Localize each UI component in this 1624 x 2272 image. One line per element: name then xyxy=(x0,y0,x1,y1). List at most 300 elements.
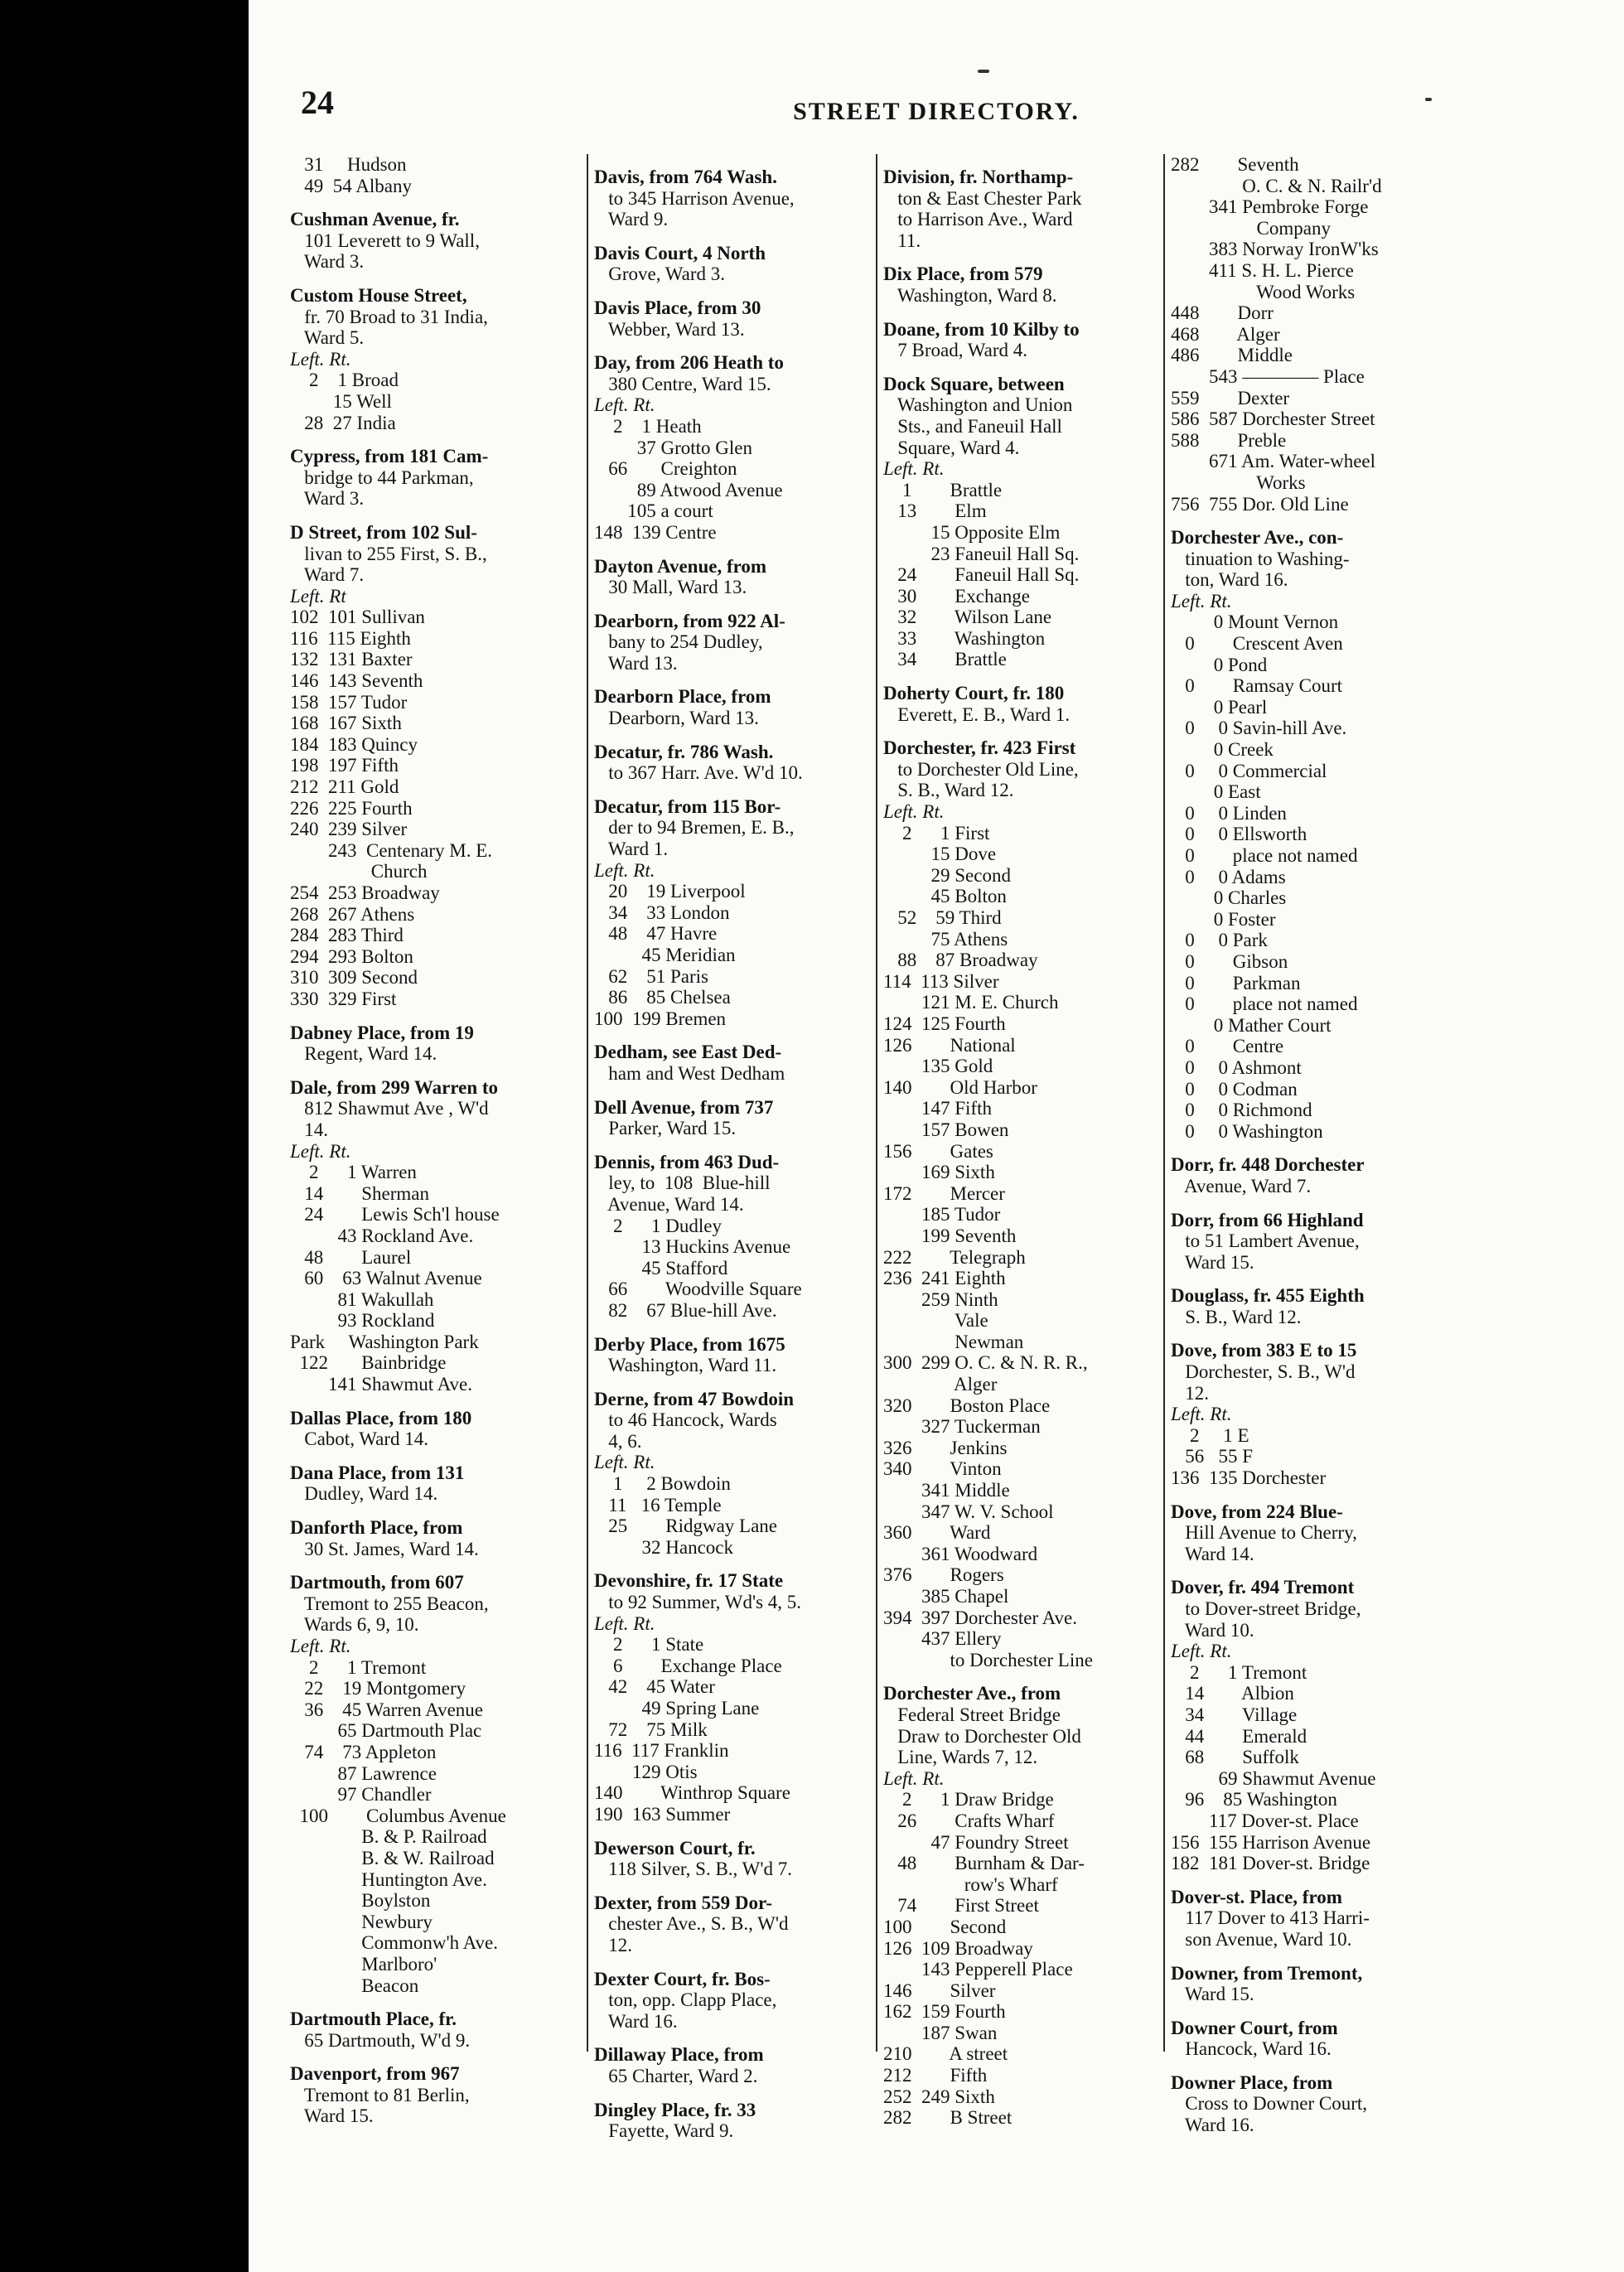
directory-line: 156 155 Harrison Avenue xyxy=(1171,1831,1371,1853)
left-right-label: Left. Rt. xyxy=(1171,590,1232,612)
street-entry-heading: Dennis, from 463 Dud- xyxy=(594,1151,780,1172)
street-entry-heading: Doane, from 10 Kilby to xyxy=(883,318,1080,340)
directory-line: 48 Laurel xyxy=(290,1246,412,1268)
directory-line: 0 0 Linden xyxy=(1171,802,1287,824)
directory-line: 68 Suffolk xyxy=(1171,1747,1299,1768)
directory-line: 13 Elm xyxy=(883,500,987,522)
directory-line: Ward 1. xyxy=(594,839,669,860)
directory-line: 360 Ward xyxy=(883,1522,991,1544)
directory-line: 143 Pepperell Place xyxy=(883,1959,1073,1980)
directory-line: Ward 3. xyxy=(290,488,365,510)
directory-line: Wards 6, 9, 10. xyxy=(290,1614,419,1636)
directory-line: 25 Ridgway Lane xyxy=(594,1515,778,1537)
directory-line: 15 Dove xyxy=(883,844,997,865)
directory-line: Ward 16. xyxy=(1171,2115,1254,2136)
directory-line: 326 Jenkins xyxy=(883,1437,1008,1458)
directory-line: Marlboro' xyxy=(290,1953,437,1975)
directory-line: 114 113 Silver xyxy=(883,970,999,992)
directory-line: 486 Middle xyxy=(1171,345,1293,366)
directory-line: Webber, Ward 13. xyxy=(594,318,745,340)
directory-line: Draw to Dorchester Old xyxy=(883,1725,1081,1747)
directory-line: 157 Bowen xyxy=(883,1119,1009,1140)
directory-line: 101 Leverett to 9 Wall, xyxy=(290,230,480,251)
directory-line: chester Ave., S. B., W'd xyxy=(594,1913,789,1935)
directory-line: 411 S. H. L. Pierce xyxy=(1171,259,1354,281)
directory-line: 0 place not named xyxy=(1171,993,1358,1015)
directory-line: 147 Fifth xyxy=(883,1098,992,1119)
directory-line: Grove, Ward 3. xyxy=(594,263,726,285)
directory-line: son Avenue, Ward 10. xyxy=(1171,1928,1352,1950)
street-entry-heading: Danforth Place, from xyxy=(290,1517,463,1539)
street-entry-heading: Downer, from Tremont, xyxy=(1171,1962,1363,1984)
directory-line: 320 Boston Place xyxy=(883,1395,1051,1416)
directory-line: 65 Dartmouth, W'd 9. xyxy=(290,2029,471,2051)
page-title: STREET DIRECTORY. xyxy=(793,98,1080,125)
directory-line: Wood Works xyxy=(1171,281,1356,302)
directory-line: 0 Pearl xyxy=(1171,696,1268,718)
directory-line: Dearborn, Ward 13. xyxy=(594,708,759,729)
directory-line: 135 Gold xyxy=(883,1056,993,1077)
left-right-label: Left. Rt. xyxy=(883,801,945,823)
directory-line: 62 51 Paris xyxy=(594,965,708,987)
directory-line: 259 Ninth xyxy=(883,1288,998,1310)
directory-line: 30 St. James, Ward 14. xyxy=(290,1538,479,1559)
directory-line: 100 199 Bremen xyxy=(594,1008,727,1029)
directory-line: 97 Chandler xyxy=(290,1784,432,1806)
directory-line: 2 1 E xyxy=(1171,1424,1249,1446)
ink-speck xyxy=(1425,98,1432,101)
directory-line: Hancock, Ward 16. xyxy=(1171,2038,1332,2060)
directory-line: 72 75 Milk xyxy=(594,1719,708,1740)
directory-line: 34 Village xyxy=(1171,1704,1298,1725)
directory-line: 394 397 Dorchester Ave. xyxy=(883,1607,1077,1628)
directory-line: 588 Preble xyxy=(1171,429,1287,451)
directory-line: 12. xyxy=(594,1934,632,1955)
directory-line: 0 Mount Vernon xyxy=(1171,612,1339,633)
directory-line: 45 Meridian xyxy=(594,945,736,965)
directory-line: Ward 7. xyxy=(290,564,365,586)
directory-line: 385 Chapel xyxy=(883,1586,1009,1607)
directory-line: 184 183 Quincy xyxy=(290,733,418,755)
directory-line: 7 Broad, Ward 4. xyxy=(883,340,1028,361)
street-entry-heading: Dedham, see East Ded- xyxy=(594,1042,782,1063)
street-entry-heading: Custom House Street, xyxy=(290,284,467,306)
left-right-label: Left. Rt. xyxy=(290,1636,351,1656)
directory-line: ley, to 108 Blue-hill xyxy=(594,1172,771,1194)
street-entry-heading: Downer Court, from xyxy=(1171,2017,1338,2038)
directory-line: 586 587 Dorchester Street xyxy=(1171,408,1375,430)
street-entry-heading: Dana Place, from 131 xyxy=(290,1462,465,1483)
street-entry-heading: Division, fr. Northamp- xyxy=(883,167,1074,187)
directory-line: 2 1 Draw Bridge xyxy=(883,1789,1054,1810)
directory-line: 37 Grotto Glen xyxy=(594,437,753,458)
directory-line: Cross to Downer Court, xyxy=(1171,2093,1368,2115)
directory-line: der to 94 Bremen, E. B., xyxy=(594,817,795,839)
directory-line: 23 Faneuil Hall Sq. xyxy=(883,543,1080,564)
street-entry-heading: Day, from 206 Heath to xyxy=(594,352,784,374)
directory-line: 32 Wilson Lane xyxy=(883,607,1052,628)
directory-line: 198 197 Fifth xyxy=(290,755,399,776)
directory-line: ton & East Chester Park xyxy=(883,187,1082,209)
street-entry-heading: Dewerson Court, fr. xyxy=(594,1837,756,1859)
directory-line: 0 0 Codman xyxy=(1171,1078,1298,1100)
directory-line: 129 Otis xyxy=(594,1761,698,1782)
directory-line: 146 Silver xyxy=(883,1980,996,2001)
left-right-label: Left. Rt. xyxy=(594,394,655,416)
directory-line: 236 241 Eighth xyxy=(883,1268,1006,1289)
directory-line: 240 239 Silver xyxy=(290,819,408,840)
directory-line: 1 2 Bowdoin xyxy=(594,1473,731,1495)
street-entry-heading: Davenport, from 967 xyxy=(290,2063,460,2085)
directory-line: 0 Centre xyxy=(1171,1036,1284,1057)
directory-line: 252 249 Sixth xyxy=(883,2086,995,2107)
directory-line: Federal Street Bridge xyxy=(883,1704,1061,1725)
directory-line: Cabot, Ward 14. xyxy=(290,1428,429,1450)
directory-line: 284 283 Third xyxy=(290,925,404,946)
directory-line: 34 33 London xyxy=(594,902,730,923)
directory-line: Hill Avenue to Cherry, xyxy=(1171,1522,1357,1544)
directory-line: 156 Gates xyxy=(883,1140,993,1162)
directory-line: 2 1 Tremont xyxy=(290,1656,427,1678)
directory-line: 468 Alger xyxy=(1171,323,1280,345)
directory-line: 212 Fifth xyxy=(883,2065,988,2086)
directory-line: 88 87 Broadway xyxy=(883,950,1038,971)
street-entry-heading: Dillaway Place, from xyxy=(594,2044,764,2066)
directory-line: B. & W. Railroad xyxy=(290,1847,495,1868)
street-entry-heading: Davis Place, from 30 xyxy=(594,297,761,318)
directory-line: 437 Ellery xyxy=(883,1628,1002,1650)
directory-line: 341 Middle xyxy=(883,1480,1010,1501)
directory-line: 86 85 Chelsea xyxy=(594,987,731,1008)
directory-line: Church xyxy=(290,861,428,882)
street-entry-heading: Dale, from 299 Warren to xyxy=(290,1076,499,1098)
directory-line: 168 167 Sixth xyxy=(290,713,402,734)
street-entry-heading: Dartmouth, from 607 xyxy=(290,1572,464,1593)
directory-line: 0 Mather Court xyxy=(1171,1014,1332,1036)
directory-line: 45 Stafford xyxy=(594,1257,728,1279)
directory-line: 376 Rogers xyxy=(883,1564,1004,1586)
directory-line: 2 1 Broad xyxy=(290,370,399,391)
directory-line: 559 Dexter xyxy=(1171,387,1290,408)
directory-line: 56 55 F xyxy=(1171,1446,1254,1467)
directory-line: 100 Columbus Avenue xyxy=(290,1805,506,1826)
column-divider xyxy=(587,154,588,2052)
directory-line: 380 Centre, Ward 15. xyxy=(594,373,771,394)
directory-line: 2 1 State xyxy=(594,1634,704,1656)
directory-line: Ward 9. xyxy=(594,209,669,230)
directory-line: Avenue, Ward 14. xyxy=(594,1193,744,1215)
directory-line: 117 Dover to 413 Harri- xyxy=(1171,1907,1370,1929)
directory-line: 0 0 Washington xyxy=(1171,1120,1323,1142)
directory-line: Beacon xyxy=(290,1975,419,1996)
directory-line: O. C. & N. Railr'd xyxy=(1171,175,1382,196)
directory-line: 31 Hudson xyxy=(290,154,407,175)
directory-line: 15 Well xyxy=(290,390,392,412)
directory-line: 310 309 Second xyxy=(290,967,418,989)
directory-line: Everett, E. B., Ward 1. xyxy=(883,703,1071,725)
directory-line: to Harrison Ave., Ward xyxy=(883,209,1073,230)
directory-line: Newman xyxy=(883,1331,1024,1352)
directory-line: 0 0 Ashmont xyxy=(1171,1056,1302,1078)
directory-line: 1 Brattle xyxy=(883,479,1003,500)
directory-line: 0 0 Savin-hill Ave. xyxy=(1171,718,1347,739)
directory-line: Vale xyxy=(883,1310,988,1332)
directory-line: Ward 15. xyxy=(1171,1984,1254,2005)
directory-line: 89 Atwood Avenue xyxy=(594,479,783,500)
directory-line: 347 W. V. School xyxy=(883,1501,1054,1522)
directory-line: Washington, Ward 11. xyxy=(594,1355,777,1376)
left-right-label: Left. Rt. xyxy=(290,348,351,370)
directory-line: to Dorchester Old Line, xyxy=(883,758,1079,780)
directory-line: 65 Charter, Ward 2. xyxy=(594,2065,758,2086)
directory-line: 82 67 Blue-hill Ave. xyxy=(594,1299,777,1321)
left-right-label: Left. Rt xyxy=(290,585,346,607)
left-right-label: Left. Rt. xyxy=(883,458,945,480)
street-entry-heading: Dorchester Ave., from xyxy=(883,1683,1061,1704)
directory-line: 126 109 Broadway xyxy=(883,1937,1033,1959)
directory-column-4 xyxy=(1171,154,1461,2259)
directory-line: 294 293 Bolton xyxy=(290,945,413,967)
directory-line: 543 ———— Place xyxy=(1171,365,1365,387)
street-entry-heading: Dallas Place, from 180 xyxy=(290,1407,472,1428)
directory-line: 93 Rockland xyxy=(290,1310,435,1332)
directory-line: 383 Norway IronW'ks xyxy=(1171,239,1379,260)
directory-line: fr. 70 Broad to 31 India, xyxy=(290,306,488,327)
directory-line: 116 115 Eighth xyxy=(290,627,411,649)
directory-line: 243 Centenary M. E. xyxy=(290,839,493,861)
street-entry-heading: Decatur, fr. 786 Wash. xyxy=(594,741,774,762)
directory-line: Dudley, Ward 14. xyxy=(290,1483,438,1505)
directory-line: 0 Foster xyxy=(1171,908,1276,930)
directory-line: Ward 14. xyxy=(1171,1543,1254,1564)
directory-line: 146 143 Seventh xyxy=(290,670,423,692)
directory-line: to 46 Hancock, Wards xyxy=(594,1409,777,1431)
street-entry-heading: Dock Square, between xyxy=(883,373,1065,394)
directory-line: Ward 15. xyxy=(1171,1251,1254,1273)
directory-line: Ward 16. xyxy=(594,2010,678,2032)
directory-line: 49 Spring Lane xyxy=(594,1698,760,1719)
directory-line: 105 a court xyxy=(594,500,713,522)
directory-line: 136 135 Dorchester xyxy=(1171,1467,1327,1489)
directory-line: ton, Ward 16. xyxy=(1171,569,1288,591)
directory-line: 26 Crafts Wharf xyxy=(883,1810,1055,1831)
directory-line: 30 Mall, Ward 13. xyxy=(594,577,747,598)
directory-line: 756 755 Dor. Old Line xyxy=(1171,493,1349,515)
directory-line: Ward 10. xyxy=(1171,1619,1254,1641)
street-entry-heading: D Street, from 102 Sul- xyxy=(290,521,477,543)
street-entry-heading: Dorr, fr. 448 Dorchester xyxy=(1171,1154,1365,1176)
street-entry-heading: Dove, from 224 Blue- xyxy=(1171,1501,1343,1522)
directory-line: Boylston xyxy=(290,1890,431,1912)
street-entry-heading: Derne, from 47 Bowdoin xyxy=(594,1388,795,1409)
directory-line: 330 329 First xyxy=(290,988,397,1009)
directory-line: S. B., Ward 12. xyxy=(1171,1306,1302,1327)
directory-line: Tremont to 255 Beacon, xyxy=(290,1593,489,1614)
directory-line: 20 19 Liverpool xyxy=(594,881,746,902)
street-entry-heading: Dix Place, from 579 xyxy=(883,263,1043,285)
directory-line: to 92 Summer, Wd's 4, 5. xyxy=(594,1592,802,1613)
directory-line: 341 Pembroke Forge xyxy=(1171,196,1369,218)
directory-line: ton, opp. Clapp Place, xyxy=(594,1989,777,2011)
directory-line: 222 Telegraph xyxy=(883,1246,1026,1268)
directory-line: 74 First Street xyxy=(883,1895,1039,1917)
directory-line: 0 Charles xyxy=(1171,887,1287,909)
directory-line: 0 place not named xyxy=(1171,845,1358,866)
directory-line: 30 Exchange xyxy=(883,585,1030,607)
directory-line: 2 1 Warren xyxy=(290,1162,417,1183)
directory-line: 24 Faneuil Hall Sq. xyxy=(883,564,1080,586)
directory-line: 212 211 Gold xyxy=(290,776,399,798)
street-entry-heading: Dorr, from 66 Highland xyxy=(1171,1209,1364,1230)
directory-line: 122 Bainbridge xyxy=(290,1352,447,1374)
directory-line: 66 Creighton xyxy=(594,458,737,480)
directory-line: 43 Rockland Ave. xyxy=(290,1225,474,1246)
directory-line: Washington and Union xyxy=(883,394,1073,416)
directory-line: 14 Albion xyxy=(1171,1683,1294,1704)
directory-line: 65 Dartmouth Plac xyxy=(290,1720,482,1742)
directory-line: 0 0 Park xyxy=(1171,930,1268,951)
directory-line: 0 0 Richmond xyxy=(1171,1100,1312,1121)
street-entry-heading: Dabney Place, from 19 xyxy=(290,1022,474,1043)
directory-line: 28 27 India xyxy=(290,412,396,433)
directory-line: 34 Brattle xyxy=(883,649,1007,670)
directory-line: Newbury xyxy=(290,1911,433,1932)
directory-column-3 xyxy=(883,154,1173,2259)
directory-line: 226 225 Fourth xyxy=(290,797,413,819)
directory-line: Alger xyxy=(883,1374,998,1395)
directory-line: bany to 254 Dudley, xyxy=(594,631,763,653)
directory-line: 361 Woodward xyxy=(883,1543,1038,1564)
directory-line: to 51 Lambert Avenue, xyxy=(1171,1230,1360,1252)
directory-line: 66 Woodville Square xyxy=(594,1279,802,1300)
directory-line: 2 1 First xyxy=(883,822,990,844)
directory-line: 190 163 Summer xyxy=(594,1803,731,1825)
directory-line: 172 Mercer xyxy=(883,1182,1005,1204)
directory-line: 0 0 Adams xyxy=(1171,866,1286,887)
directory-line: 0 Pond xyxy=(1171,654,1268,675)
street-entry-heading: Dorchester Ave., con- xyxy=(1171,527,1344,549)
directory-line: Regent, Ward 14. xyxy=(290,1043,437,1065)
directory-line: 96 85 Washington xyxy=(1171,1789,1337,1810)
directory-line: 22 19 Montgomery xyxy=(290,1678,466,1699)
directory-line: 300 299 O. C. & N. R. R., xyxy=(883,1352,1088,1374)
directory-column-2 xyxy=(594,154,884,2259)
street-entry-heading: Davis, from 764 Wash. xyxy=(594,167,777,187)
street-entry-heading: Dearborn Place, from xyxy=(594,686,771,708)
directory-line: 140 Old Harbor xyxy=(883,1076,1037,1098)
directory-line: row's Wharf xyxy=(883,1873,1058,1895)
directory-line: 102 101 Sullivan xyxy=(290,607,425,628)
directory-line: 671 Am. Water-wheel xyxy=(1171,451,1376,472)
directory-line: 0 Creek xyxy=(1171,739,1274,761)
directory-line: 100 Second xyxy=(883,1916,1007,1937)
directory-column-1 xyxy=(290,154,580,2259)
directory-line: 0 Crescent Aven xyxy=(1171,633,1343,655)
directory-line: livan to 255 First, S. B., xyxy=(290,543,487,564)
directory-line: 32 Hancock xyxy=(594,1536,733,1558)
directory-line: 33 Washington xyxy=(883,627,1046,649)
street-entry-heading: Dover-st. Place, from xyxy=(1171,1886,1342,1907)
street-entry-heading: Dexter, from 559 Dor- xyxy=(594,1892,773,1913)
directory-line: Park Washington Park xyxy=(290,1331,479,1352)
street-entry-heading: Downer Place, from xyxy=(1171,2071,1333,2093)
street-entry-heading: Douglass, fr. 455 Eighth xyxy=(1171,1285,1365,1307)
left-right-label: Left. Rt. xyxy=(883,1767,945,1789)
directory-line: 0 East xyxy=(1171,781,1261,803)
directory-line: Square, Ward 4. xyxy=(883,437,1020,458)
directory-line: 49 54 Albany xyxy=(290,175,412,196)
left-right-label: Left. Rt. xyxy=(594,1452,655,1473)
directory-line: to Dorchester Line xyxy=(883,1649,1093,1670)
directory-line: 74 73 Appleton xyxy=(290,1741,437,1762)
directory-line: Dorchester, S. B., W'd xyxy=(1171,1361,1356,1383)
directory-line: 6 Exchange Place xyxy=(594,1655,782,1676)
directory-line: to 367 Harr. Ave. W'd 10. xyxy=(594,762,803,784)
directory-line: 812 Shawmut Ave , W'd xyxy=(290,1098,489,1119)
directory-line: 162 159 Fourth xyxy=(883,2001,1006,2023)
street-entry-heading: Dayton Avenue, from xyxy=(594,555,767,577)
directory-line: 48 47 Havre xyxy=(594,923,718,945)
directory-line: 182 181 Dover-st. Bridge xyxy=(1171,1853,1370,1874)
directory-line: to Dover-street Bridge, xyxy=(1171,1598,1361,1619)
directory-line: 158 157 Tudor xyxy=(290,691,408,713)
street-entry-heading: Dove, from 383 E to 15 xyxy=(1171,1340,1357,1361)
directory-line: Works xyxy=(1171,471,1306,493)
directory-line: Fayette, Ward 9. xyxy=(594,2120,734,2142)
left-right-label: Left. Rt. xyxy=(1171,1641,1232,1662)
street-entry-heading: Dorchester, fr. 423 First xyxy=(883,737,1076,759)
directory-line: 60 63 Walnut Avenue xyxy=(290,1268,482,1289)
directory-line: 116 117 Franklin xyxy=(594,1740,729,1762)
directory-line: 126 National xyxy=(883,1034,1016,1056)
directory-line: Ward 15. xyxy=(290,2105,374,2127)
directory-line: Avenue, Ward 7. xyxy=(1171,1175,1312,1196)
directory-line: Tremont to 81 Berlin, xyxy=(290,2084,470,2105)
directory-line: 448 Dorr xyxy=(1171,302,1274,324)
directory-line: 268 267 Athens xyxy=(290,903,415,925)
directory-line: B. & P. Railroad xyxy=(290,1826,487,1848)
directory-line: 148 139 Centre xyxy=(594,521,717,543)
directory-line: to 345 Harrison Avenue, xyxy=(594,187,795,209)
directory-line: 4, 6. xyxy=(594,1430,642,1452)
directory-line: 0 Gibson xyxy=(1171,950,1288,972)
directory-line: 36 45 Warren Avenue xyxy=(290,1699,483,1720)
street-entry-heading: Dexter Court, fr. Bos- xyxy=(594,1968,771,1989)
directory-line: Company xyxy=(1171,217,1331,239)
directory-line: 210 A street xyxy=(883,2043,1008,2065)
street-entry-heading: Dover, fr. 494 Tremont xyxy=(1171,1577,1355,1598)
directory-line: tinuation to Washing- xyxy=(1171,548,1350,569)
directory-line: 282 Seventh xyxy=(1171,154,1299,175)
directory-line: 117 Dover-st. Place xyxy=(1171,1810,1359,1831)
directory-line: 121 M. E. Church xyxy=(883,992,1059,1013)
directory-line: 254 253 Broadway xyxy=(290,882,440,903)
directory-line: 42 45 Water xyxy=(594,1676,715,1698)
directory-line: 69 Shawmut Avenue xyxy=(1171,1767,1376,1789)
directory-line: Washington, Ward 8. xyxy=(883,284,1057,306)
directory-line: Parker, Ward 15. xyxy=(594,1118,737,1139)
directory-line: 141 Shawmut Ave. xyxy=(290,1374,472,1395)
directory-line: 52 59 Third xyxy=(883,907,1002,928)
directory-line: 187 Swan xyxy=(883,2022,998,2043)
directory-line: 2 1 Heath xyxy=(594,415,702,437)
directory-line: 44 Emerald xyxy=(1171,1725,1307,1747)
directory-line: 24 Lewis Sch'l house xyxy=(290,1204,500,1225)
directory-line: 45 Bolton xyxy=(883,886,1007,907)
street-entry-heading: Doherty Court, fr. 180 xyxy=(883,683,1065,704)
directory-line: S. B., Ward 12. xyxy=(883,780,1014,801)
directory-line: 87 Lawrence xyxy=(290,1762,437,1784)
